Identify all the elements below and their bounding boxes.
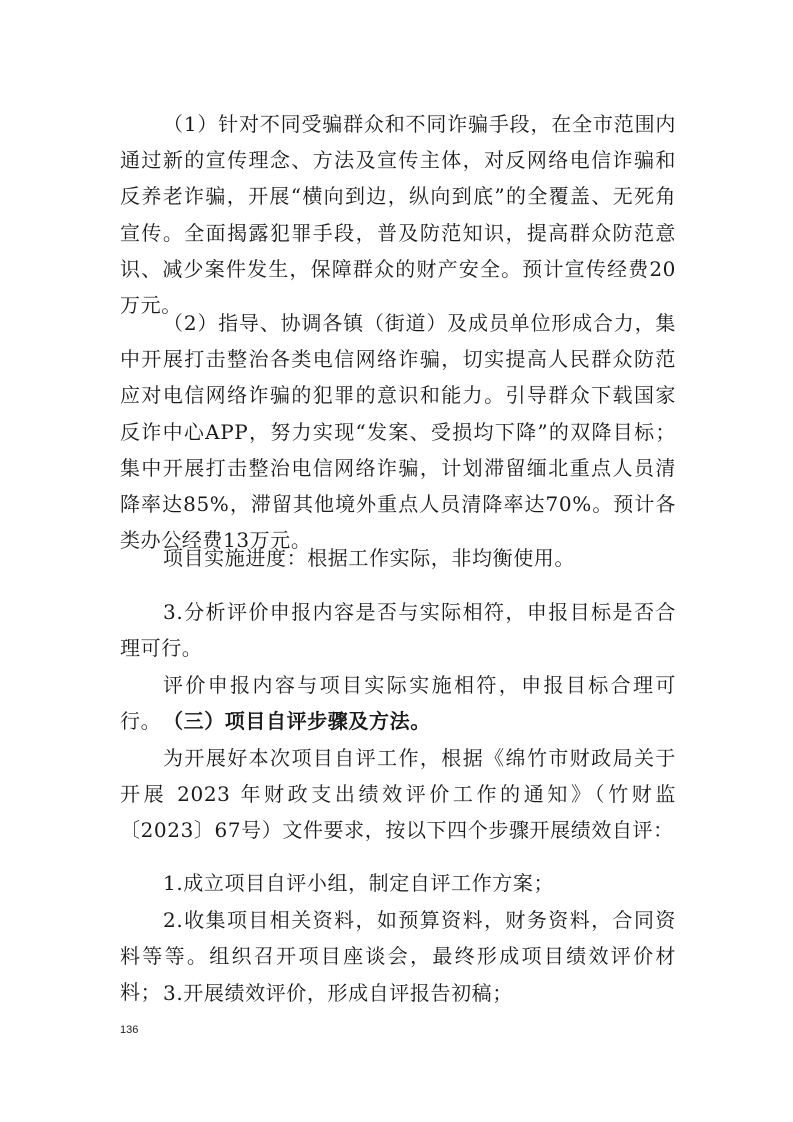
paragraph-coordination-measures: （2）指导、协调各镇（街道）及成员单位形成合力，集中开展打击整治各类电信网络诈骗，切实提高人民群众防范应对电信网络诈骗的犯罪的意识和能力。引导群众下载国家反诈中心APP，努力实现“发案、受损均下降”的双降目标；集中开展打击整治电信网络诈骗，计划滞留缅北重点人员清降率达85%，滞留其他境外重点人员清降率达70%。预计各类办公经费13万元。 — [120, 311, 676, 553]
list-item-step-1: 1.成立项目自评小组，制定自评工作方案； — [163, 871, 555, 895]
section-heading-self-evaluation-steps: （三）项目自评步骤及方法。 — [163, 709, 431, 733]
list-item-step-3: 3.开展绩效评价，形成自评报告初稿； — [163, 981, 513, 1005]
paragraph-evaluation-basis: 为开展好本次项目自评工作，根据《绵竹市财政局关于开展 2023 年财政支出绩效评价工作的通知》（竹财监〔2023〕67号）文件要求，按以下四个步骤开展绩效自评： — [120, 746, 676, 843]
paragraph-implementation-progress: 项目实施进度：根据工作实际，非均衡使用。 — [163, 546, 575, 570]
paragraph-analysis-item-3: 3.分析评价申报内容是否与实际相符，申报目标是否合理可行。 — [120, 600, 676, 661]
page-number: 136 — [120, 1024, 139, 1036]
list-item-step-2: 2.收集项目相关资料，如预算资料，财务资料，合同资料等等。组织召开项目座谈会，最终形成项目绩效评价材料； — [120, 908, 676, 1005]
paragraph-evaluation-result: 评价申报内容与项目实际实施相符，申报目标合理可行。 — [120, 673, 676, 734]
paragraph-publicity-measures: （1）针对不同受骗群众和不同诈骗手段，在全市范围内通过新的宣传理念、方法及宣传主体，对反网络电信诈骗和反养老诈骗，开展“横向到边，纵向到底”的全覆盖、无死角宣传。全面揭露犯罪手段，普及防范知识，提高群众防范意识、减少案件发生，保障群众的财产安全。预计宣传经费20万元。 — [120, 112, 676, 318]
